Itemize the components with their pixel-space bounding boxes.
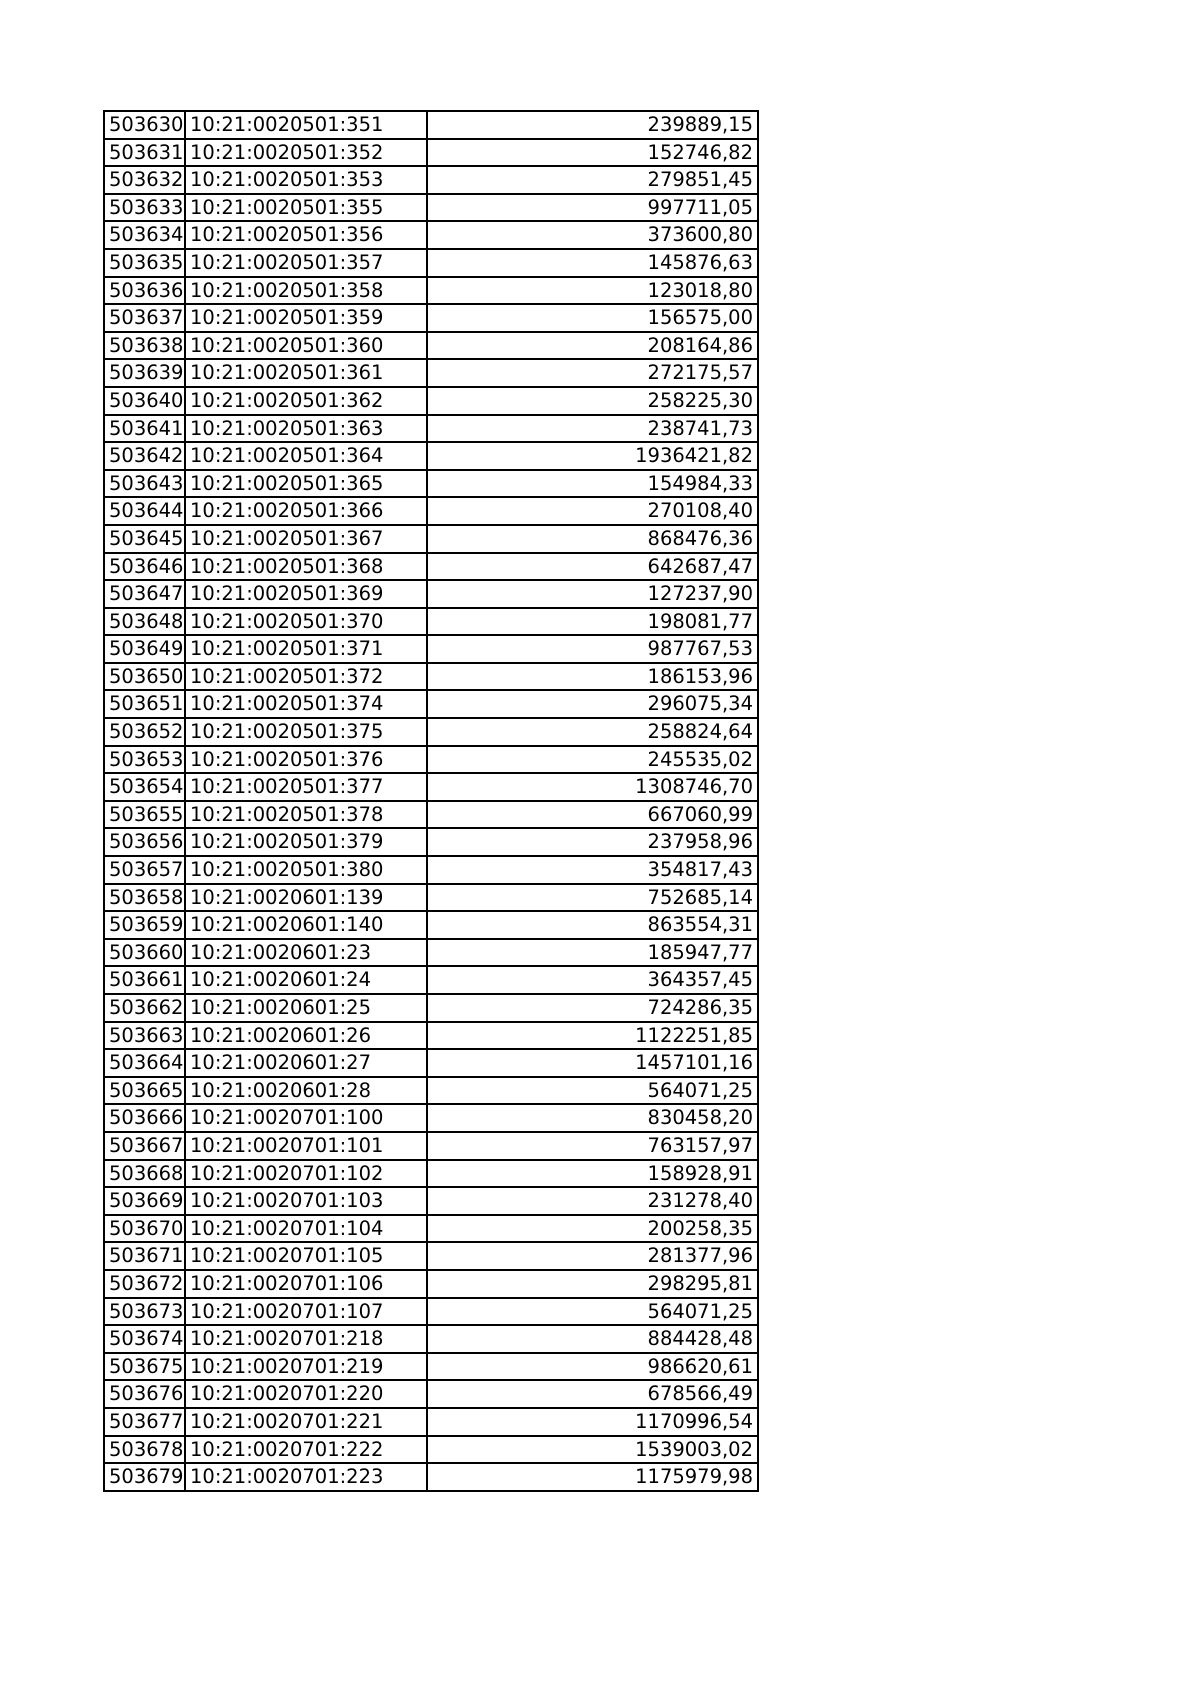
row-id-cell: 503639 (104, 359, 185, 387)
table-row (104, 746, 758, 774)
value-cell: 238741,73 (427, 415, 758, 443)
cadastral-number-cell: 10:21:0020701:107 (185, 1298, 427, 1326)
cadastral-number-cell: 10:21:0020501:379 (185, 828, 427, 856)
cadastral-number-cell: 10:21:0020501:370 (185, 608, 427, 636)
value-cell: 258225,30 (427, 387, 758, 415)
row-id-cell: 503644 (104, 497, 185, 525)
table-row (104, 635, 758, 663)
value-cell: 564071,25 (427, 1298, 758, 1326)
table-row (104, 470, 758, 498)
value-cell: 830458,20 (427, 1104, 758, 1132)
value-cell: 564071,25 (427, 1077, 758, 1105)
table-row (104, 1104, 758, 1132)
value-cell: 198081,77 (427, 608, 758, 636)
value-cell: 185947,77 (427, 939, 758, 967)
table-row (104, 1463, 758, 1491)
table-row (104, 387, 758, 415)
cadastral-number-cell: 10:21:0020501:358 (185, 277, 427, 305)
cadastral-number-cell: 10:21:0020601:139 (185, 884, 427, 912)
row-id-cell: 503670 (104, 1215, 185, 1243)
table-row (104, 1353, 758, 1381)
row-id-cell: 503643 (104, 470, 185, 498)
table-body (104, 111, 758, 1491)
cadastral-number-cell: 10:21:0020501:355 (185, 194, 427, 222)
row-id-cell: 503654 (104, 773, 185, 801)
row-id-cell: 503679 (104, 1463, 185, 1491)
table-row (104, 773, 758, 801)
value-cell: 678566,49 (427, 1380, 758, 1408)
value-cell: 1175979,98 (427, 1463, 758, 1491)
cadastral-number-cell: 10:21:0020501:353 (185, 166, 427, 194)
row-id-cell: 503653 (104, 746, 185, 774)
row-id-cell: 503667 (104, 1132, 185, 1160)
cadastral-number-cell: 10:21:0020501:376 (185, 746, 427, 774)
table-row (104, 139, 758, 167)
value-cell: 868476,36 (427, 525, 758, 553)
row-id-cell: 503657 (104, 856, 185, 884)
row-id-cell: 503631 (104, 139, 185, 167)
value-cell: 1539003,02 (427, 1436, 758, 1464)
cadastral-number-cell: 10:21:0020701:104 (185, 1215, 427, 1243)
cadastral-number-cell: 10:21:0020601:25 (185, 994, 427, 1022)
value-cell: 258824,64 (427, 718, 758, 746)
cadastral-number-cell: 10:21:0020501:364 (185, 442, 427, 470)
value-cell: 1308746,70 (427, 773, 758, 801)
row-id-cell: 503642 (104, 442, 185, 470)
cadastral-number-cell: 10:21:0020701:222 (185, 1436, 427, 1464)
row-id-cell: 503646 (104, 553, 185, 581)
table-row (104, 111, 758, 139)
table-row (104, 1022, 758, 1050)
value-cell: 186153,96 (427, 663, 758, 691)
value-cell: 354817,43 (427, 856, 758, 884)
value-cell: 154984,33 (427, 470, 758, 498)
value-cell: 1457101,16 (427, 1049, 758, 1077)
value-cell: 237958,96 (427, 828, 758, 856)
value-cell: 1170996,54 (427, 1408, 758, 1436)
cadastral-number-cell: 10:21:0020701:105 (185, 1242, 427, 1270)
value-cell: 123018,80 (427, 277, 758, 305)
table-row (104, 332, 758, 360)
row-id-cell: 503633 (104, 194, 185, 222)
value-cell: 1122251,85 (427, 1022, 758, 1050)
table-row (104, 166, 758, 194)
row-id-cell: 503671 (104, 1242, 185, 1270)
cadastral-number-cell: 10:21:0020501:374 (185, 690, 427, 718)
row-id-cell: 503656 (104, 828, 185, 856)
row-id-cell: 503655 (104, 801, 185, 829)
row-id-cell: 503665 (104, 1077, 185, 1105)
row-id-cell: 503676 (104, 1380, 185, 1408)
table-row (104, 1436, 758, 1464)
table-row (104, 608, 758, 636)
table-row (104, 415, 758, 443)
cadastral-number-cell: 10:21:0020501:361 (185, 359, 427, 387)
table-row (104, 359, 758, 387)
cadastral-number-cell: 10:21:0020601:26 (185, 1022, 427, 1050)
row-id-cell: 503666 (104, 1104, 185, 1132)
row-id-cell: 503638 (104, 332, 185, 360)
table-row (104, 1270, 758, 1298)
value-cell: 231278,40 (427, 1187, 758, 1215)
row-id-cell: 503652 (104, 718, 185, 746)
value-cell: 245535,02 (427, 746, 758, 774)
cadastral-number-cell: 10:21:0020701:223 (185, 1463, 427, 1491)
table-row (104, 221, 758, 249)
cadastral-number-cell: 10:21:0020501:362 (185, 387, 427, 415)
table-row (104, 663, 758, 691)
table-row (104, 1160, 758, 1188)
row-id-cell: 503645 (104, 525, 185, 553)
row-id-cell: 503630 (104, 111, 185, 139)
row-id-cell: 503675 (104, 1353, 185, 1381)
cadastral-number-cell: 10:21:0020501:357 (185, 249, 427, 277)
cadastral-number-cell: 10:21:0020501:378 (185, 801, 427, 829)
value-cell: 200258,35 (427, 1215, 758, 1243)
cadastral-number-cell: 10:21:0020501:375 (185, 718, 427, 746)
cadastral-number-cell: 10:21:0020701:101 (185, 1132, 427, 1160)
value-cell: 127237,90 (427, 580, 758, 608)
row-id-cell: 503650 (104, 663, 185, 691)
value-cell: 763157,97 (427, 1132, 758, 1160)
row-id-cell: 503662 (104, 994, 185, 1022)
table-row (104, 1215, 758, 1243)
value-cell: 364357,45 (427, 966, 758, 994)
table-row (104, 1380, 758, 1408)
row-id-cell: 503677 (104, 1408, 185, 1436)
table-row (104, 1049, 758, 1077)
cadastral-number-cell: 10:21:0020501:380 (185, 856, 427, 884)
row-id-cell: 503636 (104, 277, 185, 305)
cadastral-number-cell: 10:21:0020501:365 (185, 470, 427, 498)
row-id-cell: 503634 (104, 221, 185, 249)
row-id-cell: 503669 (104, 1187, 185, 1215)
value-cell: 208164,86 (427, 332, 758, 360)
row-id-cell: 503635 (104, 249, 185, 277)
row-id-cell: 503661 (104, 966, 185, 994)
value-cell: 1936421,82 (427, 442, 758, 470)
value-cell: 279851,45 (427, 166, 758, 194)
cadastral-number-cell: 10:21:0020501:363 (185, 415, 427, 443)
table-row (104, 966, 758, 994)
table-row (104, 304, 758, 332)
row-id-cell: 503668 (104, 1160, 185, 1188)
table-row (104, 194, 758, 222)
value-cell: 986620,61 (427, 1353, 758, 1381)
row-id-cell: 503647 (104, 580, 185, 608)
value-cell: 281377,96 (427, 1242, 758, 1270)
table-row (104, 1077, 758, 1105)
value-cell: 752685,14 (427, 884, 758, 912)
cadastral-number-cell: 10:21:0020501:352 (185, 139, 427, 167)
value-cell: 272175,57 (427, 359, 758, 387)
row-id-cell: 503660 (104, 939, 185, 967)
cadastral-number-cell: 10:21:0020501:360 (185, 332, 427, 360)
cadastral-number-cell: 10:21:0020501:369 (185, 580, 427, 608)
cadastral-number-cell: 10:21:0020601:27 (185, 1049, 427, 1077)
cadastral-number-cell: 10:21:0020601:28 (185, 1077, 427, 1105)
row-id-cell: 503663 (104, 1022, 185, 1050)
table-row (104, 939, 758, 967)
table-row (104, 828, 758, 856)
value-cell: 863554,31 (427, 911, 758, 939)
cadastral-number-cell: 10:21:0020701:103 (185, 1187, 427, 1215)
row-id-cell: 503632 (104, 166, 185, 194)
table-row (104, 1408, 758, 1436)
row-id-cell: 503641 (104, 415, 185, 443)
row-id-cell: 503649 (104, 635, 185, 663)
value-cell: 997711,05 (427, 194, 758, 222)
table-row (104, 249, 758, 277)
cadastral-number-cell: 10:21:0020501:351 (185, 111, 427, 139)
row-id-cell: 503672 (104, 1270, 185, 1298)
table-row (104, 911, 758, 939)
value-cell: 884428,48 (427, 1325, 758, 1353)
row-id-cell: 503640 (104, 387, 185, 415)
value-cell: 145876,63 (427, 249, 758, 277)
cadastral-number-cell: 10:21:0020501:359 (185, 304, 427, 332)
table-row (104, 690, 758, 718)
row-id-cell: 503651 (104, 690, 185, 718)
cadastral-number-cell: 10:21:0020501:372 (185, 663, 427, 691)
table-row (104, 553, 758, 581)
value-cell: 642687,47 (427, 553, 758, 581)
table-row (104, 801, 758, 829)
value-cell: 296075,34 (427, 690, 758, 718)
row-id-cell: 503674 (104, 1325, 185, 1353)
row-id-cell: 503648 (104, 608, 185, 636)
cadastral-number-cell: 10:21:0020701:218 (185, 1325, 427, 1353)
table-row (104, 442, 758, 470)
value-cell: 724286,35 (427, 994, 758, 1022)
value-cell: 158928,91 (427, 1160, 758, 1188)
cadastral-number-cell: 10:21:0020701:220 (185, 1380, 427, 1408)
value-cell: 152746,82 (427, 139, 758, 167)
table-row (104, 718, 758, 746)
table-row (104, 994, 758, 1022)
cadastral-number-cell: 10:21:0020501:367 (185, 525, 427, 553)
table-row (104, 525, 758, 553)
value-cell: 373600,80 (427, 221, 758, 249)
cadastral-number-cell: 10:21:0020501:356 (185, 221, 427, 249)
cadastral-number-cell: 10:21:0020701:106 (185, 1270, 427, 1298)
cadastral-number-cell: 10:21:0020501:366 (185, 497, 427, 525)
value-cell: 270108,40 (427, 497, 758, 525)
cadastral-number-cell: 10:21:0020701:221 (185, 1408, 427, 1436)
row-id-cell: 503673 (104, 1298, 185, 1326)
value-cell: 298295,81 (427, 1270, 758, 1298)
row-id-cell: 503659 (104, 911, 185, 939)
cadastral-number-cell: 10:21:0020501:377 (185, 773, 427, 801)
value-cell: 987767,53 (427, 635, 758, 663)
cadastral-number-cell: 10:21:0020601:23 (185, 939, 427, 967)
cadastral-number-cell: 10:21:0020701:102 (185, 1160, 427, 1188)
row-id-cell: 503658 (104, 884, 185, 912)
table-row (104, 1242, 758, 1270)
cadastral-number-cell: 10:21:0020501:368 (185, 553, 427, 581)
cadastral-number-cell: 10:21:0020601:140 (185, 911, 427, 939)
table-row (104, 580, 758, 608)
table-row (104, 1298, 758, 1326)
table-row (104, 1187, 758, 1215)
row-id-cell: 503678 (104, 1436, 185, 1464)
table-row (104, 856, 758, 884)
row-id-cell: 503664 (104, 1049, 185, 1077)
value-cell: 156575,00 (427, 304, 758, 332)
row-id-cell: 503637 (104, 304, 185, 332)
data-table (103, 110, 759, 1492)
cadastral-number-cell: 10:21:0020701:219 (185, 1353, 427, 1381)
table-row (104, 884, 758, 912)
cadastral-number-cell: 10:21:0020701:100 (185, 1104, 427, 1132)
value-cell: 667060,99 (427, 801, 758, 829)
table-row (104, 277, 758, 305)
cadastral-number-cell: 10:21:0020501:371 (185, 635, 427, 663)
table-row (104, 1325, 758, 1353)
cadastral-number-cell: 10:21:0020601:24 (185, 966, 427, 994)
table-row (104, 1132, 758, 1160)
value-cell: 239889,15 (427, 111, 758, 139)
table-row (104, 497, 758, 525)
